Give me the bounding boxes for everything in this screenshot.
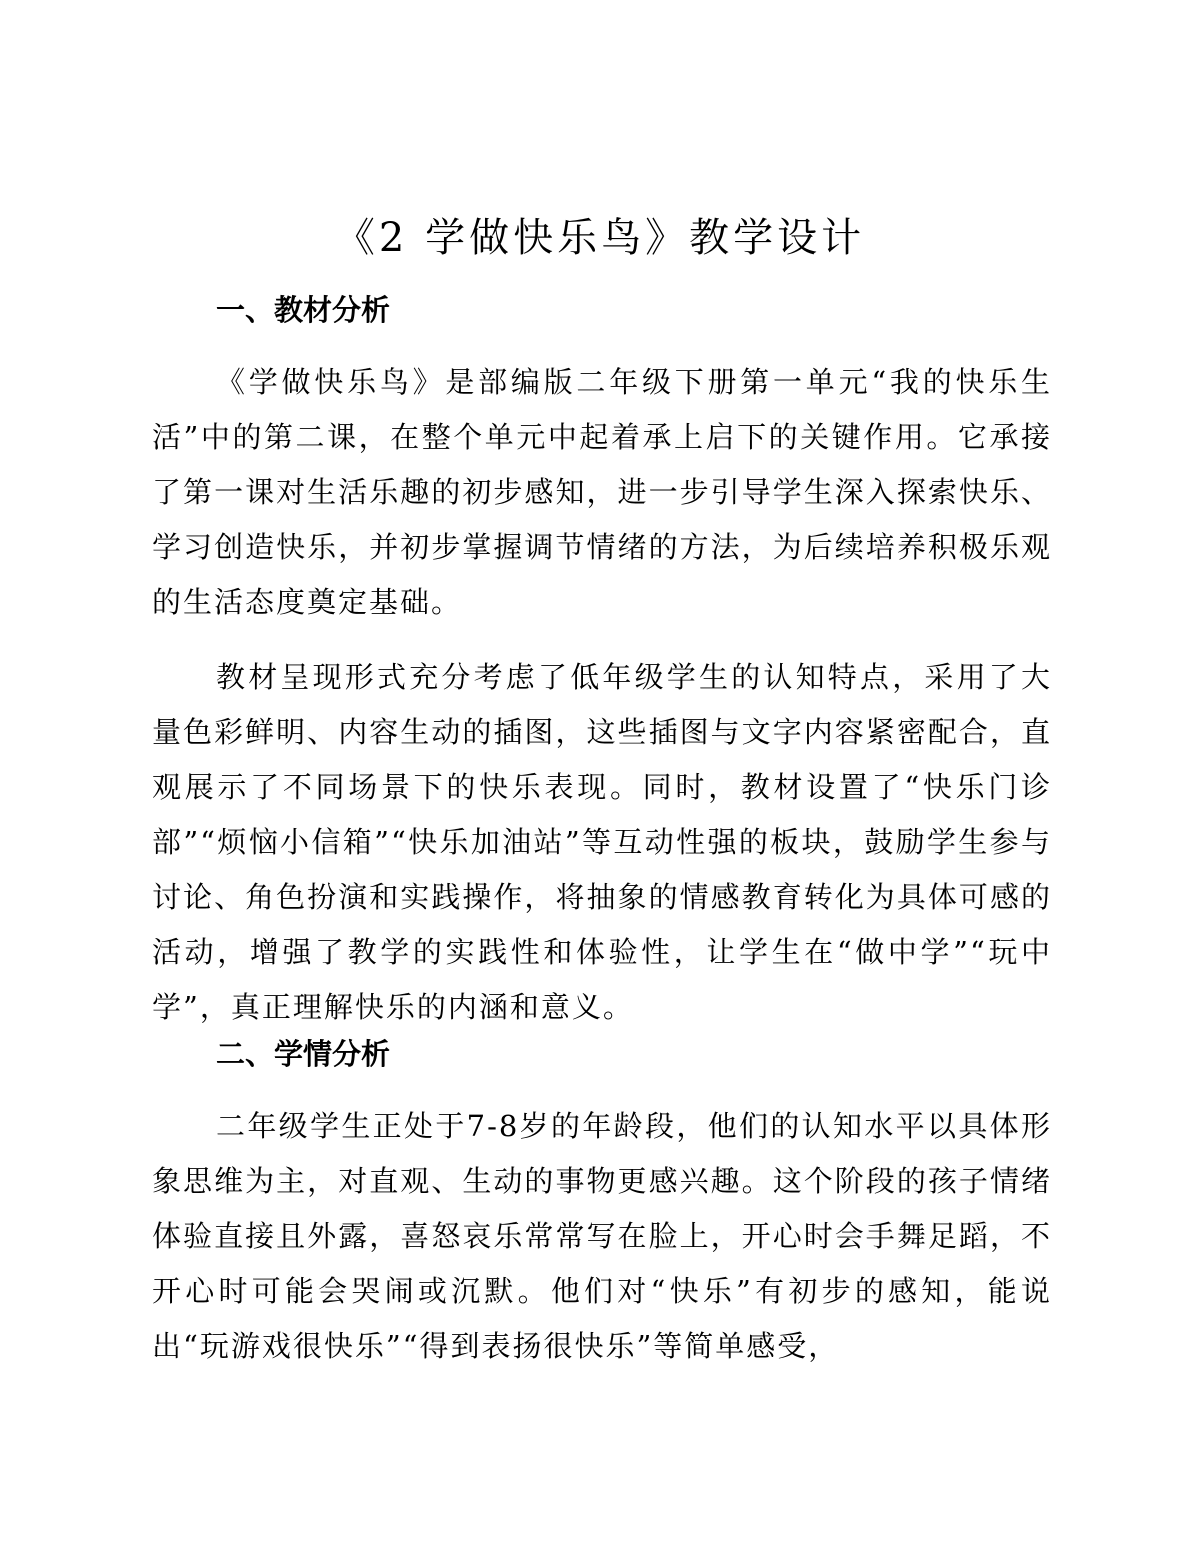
- paragraph: 二年级学生正处于7-8岁的年龄段，他们的认知水平以具体形象思维为主，对直观、生动的事物更感兴趣。这个阶段的孩子情绪体验直接且外露，喜怒哀乐常常写在脸上，开心时会手舞足蹈，不开心时可能会哭闹或沉默。他们对“快乐”有初步的感知，能说出“玩游戏很快乐”“得到表扬很快乐”等简单感受，: [152, 1109, 1052, 1363]
- section-heading: 一、教材分析: [216, 293, 391, 327]
- section-student-analysis: [152, 1034, 1052, 1374]
- document-title: 《2 学做快乐鸟》教学设计: [334, 215, 866, 261]
- paragraph: 教材呈现形式充分考虑了低年级学生的认知特点，采用了大量色彩鲜明、内容生动的插图，这些插图与文字内容紧密配合，直观展示了不同场景下的快乐表现。同时，教材设置了“快乐门诊部”“烦恼小信箱”“快乐加油站”等互动性强的板块，鼓励学生参与讨论、角色扮演和实践操作，将抽象的情感教育转化为具体可感的活动，增强了教学的实践性和体验性，让学生在“做中学”“玩中学”，真正理解快乐的内涵和意义。: [152, 660, 1052, 1024]
- section-heading: 二、学情分析: [216, 1037, 391, 1071]
- paragraph: 《学做快乐鸟》是部编版二年级下册第一单元“我的快乐生活”中的第二课，在整个单元中起着承上启下的关键作用。它承接了第一课对生活乐趣的初步感知，进一步引导学生深入探索快乐、学习创造快乐，并初步掌握调节情绪的方法，为后续培养积极乐观的生活态度奠定基础。: [152, 365, 1052, 619]
- section-textbook-analysis: [152, 290, 1052, 1035]
